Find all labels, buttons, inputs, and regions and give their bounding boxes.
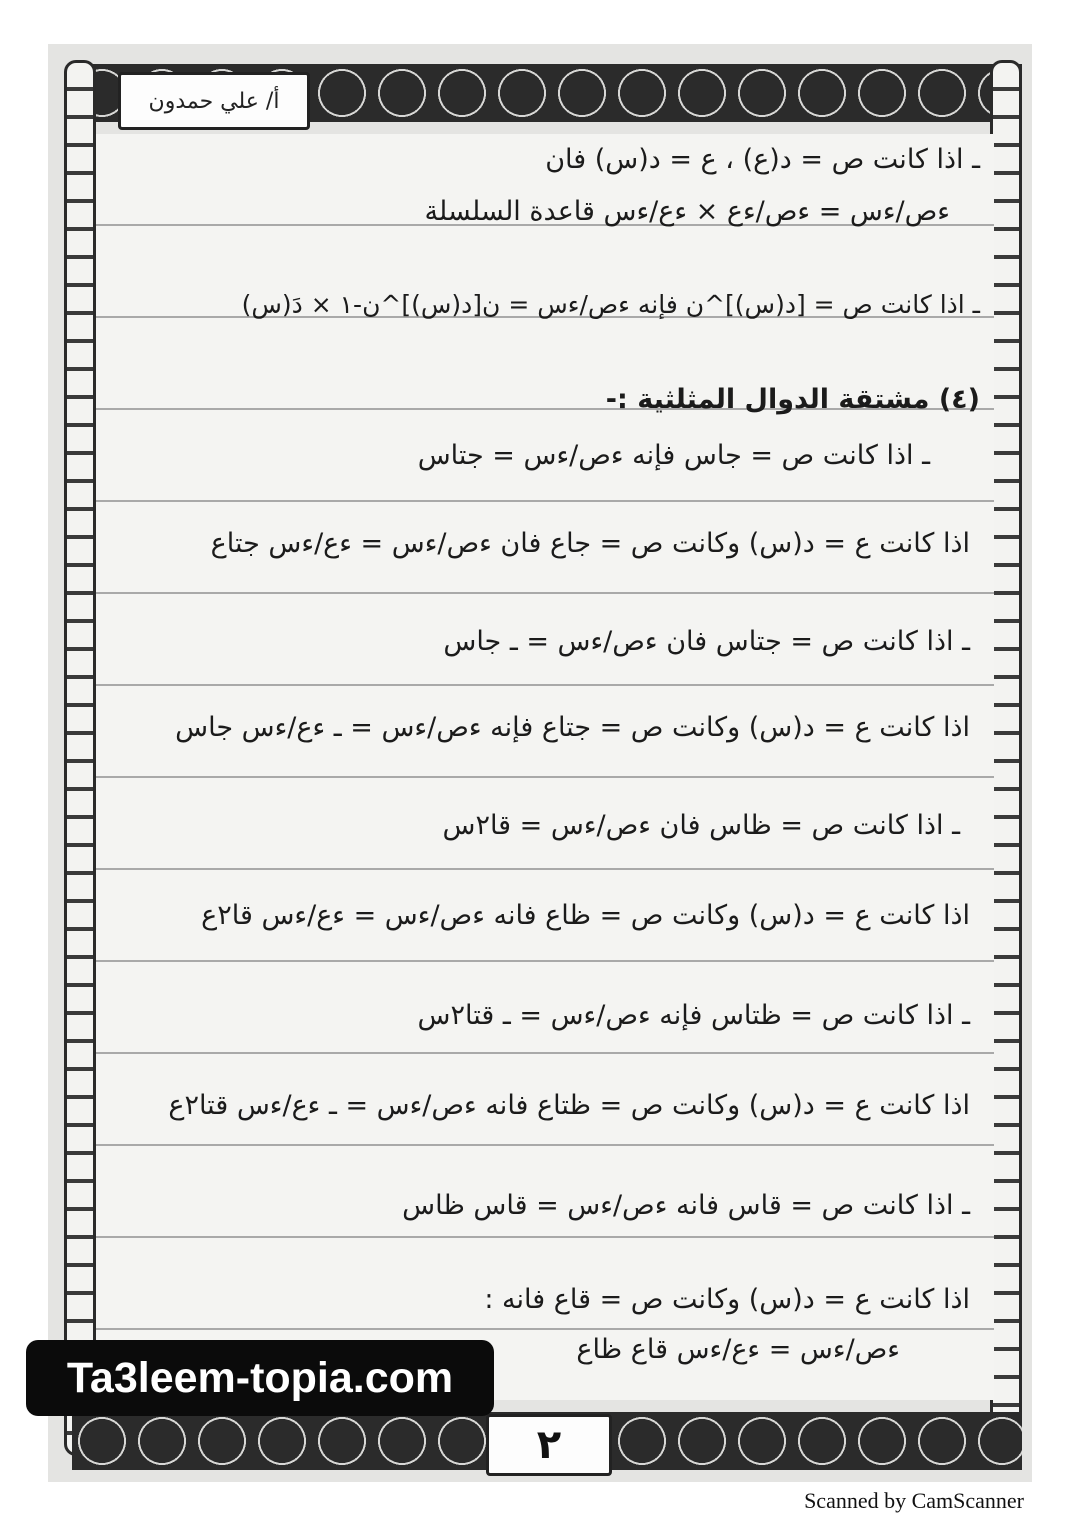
text-line: اذا كانت ع = د(س) وكانت ص = ظتاع فانه ءص/ءس = ـ ءع/ءس قتا٢ع xyxy=(168,1090,970,1121)
section-heading: (٤) مشتقة الدوال المثلثية :- xyxy=(605,384,980,415)
text-line: ـ اذا كانت ص = ظتاس فإنه ءص/ءس = ـ قتا٢س xyxy=(417,1000,970,1031)
text-line: ءص/ءس = ءص/ءع × ءع/ءس قاعدة السلسلة xyxy=(424,196,950,227)
text-line: ـ اذا كانت ص = ظاس فان ءص/ءس = قا٢س xyxy=(442,810,960,841)
text-line: ـ اذا كانت ص = [د(س)]^ن فإنه ءص/ءس = ن[د(س)]^ن-١ × دَ(س) xyxy=(241,290,980,319)
text-line: اذا كانت ع = د(س) وكانت ص = ظاع فانه ءص/ءس = ءع/ءس قا٢ع xyxy=(201,900,970,931)
scanner-footer: Scanned by CamScanner xyxy=(804,1488,1024,1513)
text-line: ـ اذا كانت ص = قاس فانه ءص/ءس = قاس ظاس xyxy=(402,1190,970,1221)
text-line: اذا كانت ع = د(س) وكانت ص = قاع فانه : xyxy=(484,1284,970,1315)
author-name: أ/ علي حمدون xyxy=(118,72,310,130)
site-watermark: Ta3leem-topia.com xyxy=(26,1340,494,1416)
text-line: اذا كانت ع = د(س) وكانت ص = جاع فان ءص/ءس = ءع/ءس جتاع xyxy=(210,528,970,559)
text-line: ءص/ءس = ءع/ءس قاع ظاع xyxy=(576,1334,900,1365)
text-line: ـ اذا كانت ص = د(ع) ، ع = د(س) فان xyxy=(545,144,980,175)
page-number: ٢ xyxy=(486,1414,612,1476)
right-decorative-border xyxy=(990,60,1022,1456)
text-line: اذا كانت ع = د(س) وكانت ص = جتاع فإنه ءص/ءس = ـ ءع/ءس جاس xyxy=(175,712,970,743)
text-line: ـ اذا كانت ص = جاس فإنه ءص/ءس = جتاس xyxy=(417,440,930,471)
left-decorative-border xyxy=(64,60,96,1456)
text-line: ـ اذا كانت ص = جتاس فان ءص/ءس = ـ جاس xyxy=(443,626,970,657)
